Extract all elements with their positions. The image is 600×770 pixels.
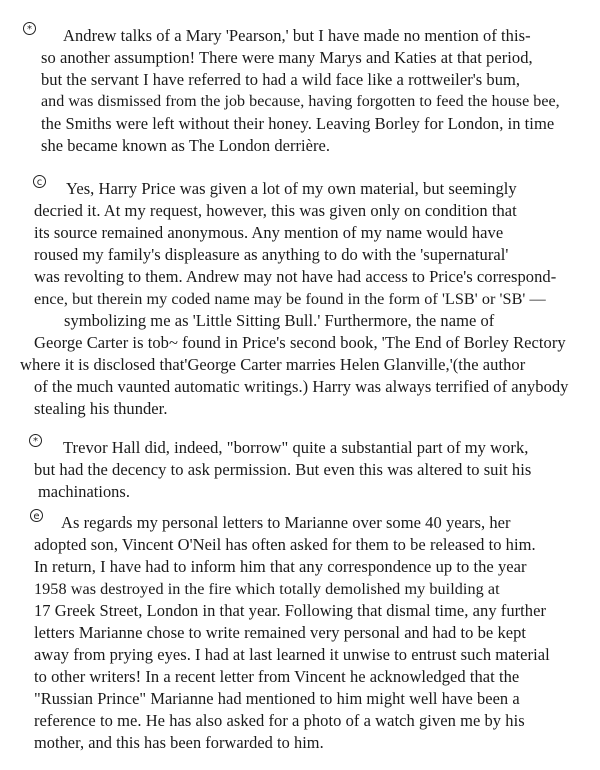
paragraph-2-line-11: stealing his thunder. — [34, 399, 168, 418]
paragraph-2-line-1: Yes, Harry Price was given a lot of my own material, but seemingly — [66, 179, 517, 198]
paragraph-1-line-5: the Smiths were left without their honey. Leaving Borley for London, in time — [41, 114, 555, 133]
paragraph-1-line-1: Andrew talks of a Mary 'Pearson,' but I have made no mention of this- — [63, 26, 531, 45]
paragraph-3-line-2: but had the decency to ask permission. But even this was altered to suit his — [34, 460, 532, 479]
paragraph-2-marker-icon: c — [33, 175, 46, 188]
paragraph-1-marker-icon: * — [23, 22, 36, 35]
paragraph-2-line-9: where it is disclosed that'George Carter marries Helen Glanville,'(the author — [20, 355, 526, 374]
paragraph-4-line-4: 1958 was destroyed in the fire which totally demolished my building at — [34, 580, 500, 598]
paragraph-2-line-7: symbolizing me as 'Little Sitting Bull.' Furthermore, the name of — [64, 311, 495, 330]
paragraph-1-line-2: so another assumption! There were many Marys and Katies at that period, — [41, 48, 533, 67]
paragraph-2-line-5: was revolting to them. Andrew may not have had access to Price's correspond- — [34, 267, 557, 286]
paragraph-4-line-9: "Russian Prince" Marianne had mentioned to him might well have been a — [34, 689, 520, 708]
paragraph-4-line-2: adopted son, Vincent O'Neil has often asked for them to be released to him. — [34, 535, 536, 554]
paragraph-1-line-6: she became known as The London derrière. — [41, 136, 331, 155]
paragraph-2-line-8: George Carter is tob~ found in Price's second book, 'The End of Borley Rectory — [34, 333, 566, 352]
paragraph-4-line-10: reference to me. He has also asked for a photo of a watch given me by his — [34, 711, 525, 730]
paragraph-2-line-6: ence, but therein my coded name may be found in the form of 'LSB' or 'SB' — — [34, 290, 546, 308]
paragraph-3-marker-icon: * — [29, 434, 42, 447]
paragraph-4-line-6: letters Marianne chose to write remained very personal and had to be kept — [34, 623, 527, 642]
paragraph-1-line-4: and was dismissed from the job because, having forgotten to feed the house bee, — [41, 93, 560, 110]
paragraph-4-line-5: 17 Greek Street, London in that year. Following that dismal time, any further — [34, 601, 547, 620]
paragraph-3-line-3: machinations. — [38, 482, 130, 501]
paragraph-4-line-11: mother, and this has been forwarded to him. — [34, 733, 324, 752]
paragraph-2-line-10: of the much vaunted automatic writings.) Harry was always terrified of anybody — [34, 377, 569, 396]
paragraph-4-line-3: In return, I have had to inform him that any correspondence up to the year — [34, 557, 527, 576]
paragraph-3-line-1: Trevor Hall did, indeed, "borrow" quite a substantial part of my work, — [63, 438, 529, 457]
paragraph-4-line-8: to other writers! In a recent letter from Vincent he acknowledged that the — [34, 667, 520, 686]
paragraph-2-line-2: decried it. At my request, however, this was given only on condition that — [34, 201, 517, 220]
paragraph-1-line-3: but the servant I have referred to had a wild face like a rottweiler's bum, — [41, 70, 521, 89]
paragraph-2-line-4: roused my family's displeasure as anything to do with the 'supernatural' — [34, 245, 509, 264]
paragraph-4-line-7: away from prying eyes. I had at last learned it unwise to entrust such material — [34, 645, 550, 664]
paragraph-4-line-1: As regards my personal letters to Marianne over some 40 years, her — [61, 513, 511, 532]
paragraph-4-marker-icon: e — [30, 509, 43, 522]
paragraph-2-line-3: its source remained anonymous. Any mention of my name would have — [34, 223, 504, 242]
